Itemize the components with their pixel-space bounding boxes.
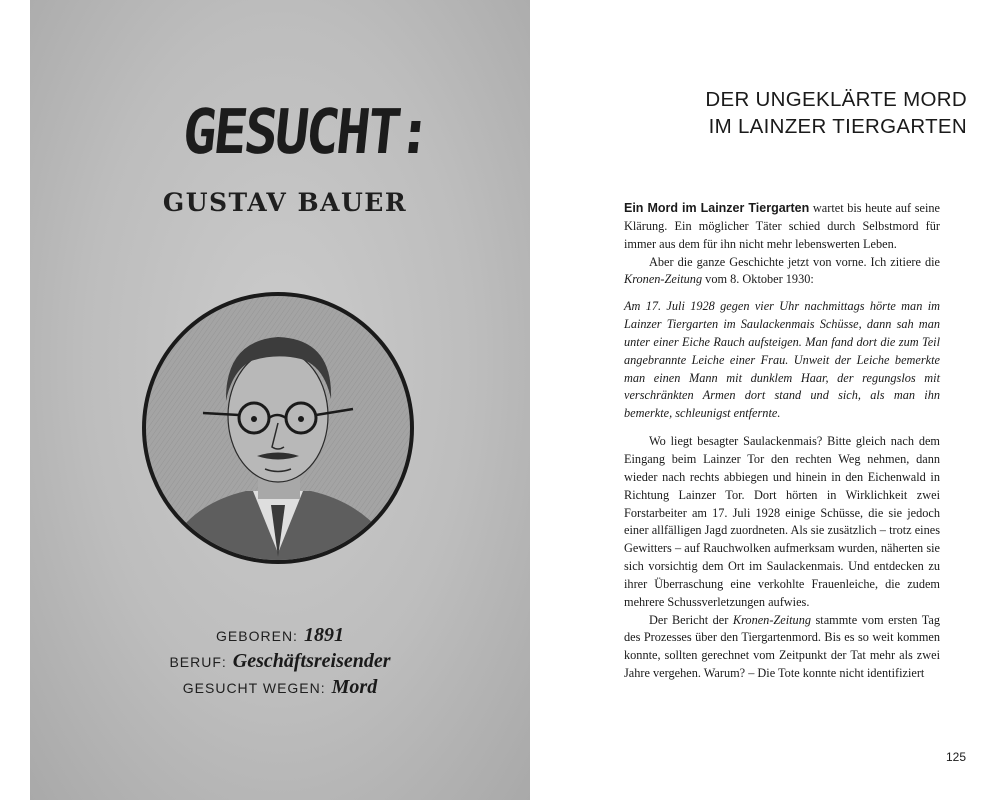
paragraph: Ein Mord im Lainzer Tiergarten wartet bis heute auf seine Klärung. Ein möglicher Täter schied durch Selbstmord für immer aus dem für ihn nicht mehr lebenswerten Leben. [624,201,940,251]
newspaper-name: Kronen-Zeitung [732,612,811,627]
fact-value: Geschäftsreisender [232,650,391,672]
suspect-facts [30,622,530,700]
fact-row-born [30,622,530,648]
fact-label: GESUCHT WEGEN: [182,680,326,696]
page-number: 125 [946,750,967,764]
suspect-portrait-illustration [141,291,415,565]
fact-row-wanted-for [30,674,530,700]
newspaper-name: Kronen-Zeitung [624,272,703,287]
chapter-title-line: DER UNGEKLÄRTE MORD [705,88,967,111]
suspect-name: GUSTAV BAUER [162,188,408,217]
fact-value: 1891 [303,624,344,646]
paragraph-lead-in: Ein Mord im Lainzer Tiergarten [624,201,810,215]
paragraph: Aber die ganze Geschichte jetzt von vorne. Ich zitiere die Kronen-Zeitung vom 8. Oktober 1930: [624,254,940,287]
fact-label: BERUF: [169,654,227,670]
fact-value: Mord [331,676,378,698]
fact-row-profession [30,648,530,674]
wanted-heading: GESUCHT: [179,96,433,169]
newspaper-quote: Am 17. Juli 1928 gegen vier Uhr nachmittags hörte man im Lainzer Tiergarten im Saulackenmais Schüsse, dann sah man unter einer Eiche Rauch aufsteigen. Man fand dort die zum Teil angebrannte Leiche einer Frau. Unweit der Leiche bemerkte man einen Mann mit dunklem Haar, der regungslos mit verschränkten Armen dort stand und sich, als man ihn bemerkte, schleunigst entfernte. [624,299,940,421]
paragraph: Der Bericht der Kronen-Zeitung stammte vom ersten Tag des Prozesses über den Tiergartenmord. Bis es so weit kommen konnte, sollten gerechnet vom Zeitpunkt der Tat mehr als zwei Jahre vergehen. Warum? – Die Tote konnte nicht identifiziert [624,612,940,681]
chapter-title-line: IM LAINZER TIERGARTEN [708,115,967,138]
chapter-title [705,86,967,140]
fact-label: GEBOREN: [216,628,298,644]
paragraph: Wo liegt besagter Saulackenmais? Bitte gleich nach dem Eingang beim Lainzer Tor den rechten Weg nehmen, dann wieder nach rechts abbiegen und hinein in den Eichenwald in Richtung Lainzer Tor. Dort hörten in Wirklichkeit zwei Forstarbeiter am 17. Juli 1928 einige Schüsse, die sie jedoch einer allfälligen Jagd zuordneten. Als sie zusätzlich – trotz eines Gewitters – auf Rauchwolken aufmerksam wurden, näherten sie sich vorsichtig dem Ort im Saulackenmais. Und entdecken zu ihrer Überraschung eine verkohlte Frauenleiche, die zudem mehrere Schussverletzungen aufwies. [624,434,940,609]
body-text [624,200,940,683]
